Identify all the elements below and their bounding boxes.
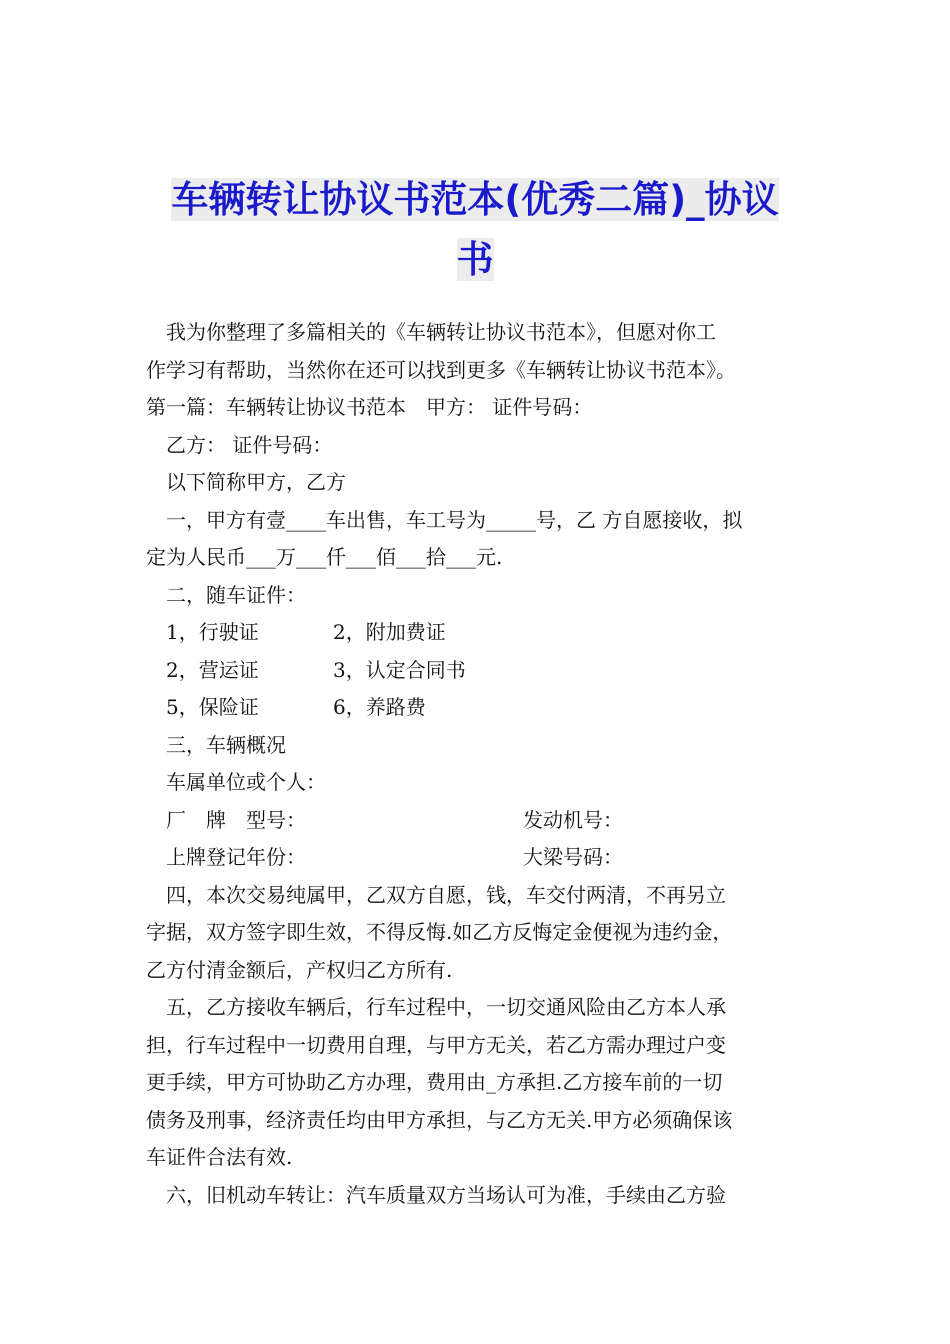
document-title: [140, 170, 810, 290]
clause-2-heading: 二，随车证件：: [166, 582, 306, 607]
document-item: 2，附加费证: [333, 620, 446, 644]
clause-3-heading: 三，车辆概况: [166, 732, 286, 757]
clause-4-line-2: 字据，双方签字即生效，不得反悔.如乙方反悔定金便视为违约金，: [146, 920, 733, 944]
documents-row-1: [146, 614, 806, 652]
title-line-1: 车辆转让协议书范本(优秀二篇)_协议: [171, 178, 779, 221]
short-names-line: 以下简称甲方，乙方: [166, 470, 346, 494]
vehicle-fields-row-2: [146, 839, 806, 877]
clause-5-line-4: 债务及刑事，经济责任均由甲方承担，与乙方无关.甲方必须确保该: [146, 1107, 733, 1132]
clause-5-line-3: 更手续，甲方可协助乙方办理，费用由_方承担.乙方接车前的一切: [146, 1070, 723, 1094]
intro-line-2: 作学习有帮助，当然你在还可以找到更多《车辆转让协议书范本》。: [146, 357, 736, 382]
vehicle-field-label: 上牌登记年份：: [166, 845, 306, 869]
vehicle-field-label: 厂 牌 型号：: [166, 807, 306, 832]
document-item: 6，养路费: [333, 695, 426, 719]
document-item: 3，认定合同书: [333, 657, 466, 682]
document-item: 1，行驶证: [166, 620, 259, 644]
clause-1-line-1: 一，甲方有壹____车出售，车工号为_____号，乙 方自愿接收，拟: [166, 507, 743, 532]
clause-5-line-5: 车证件合法有效.: [146, 1145, 293, 1169]
intro-line-3: 第一篇：车辆转让协议书范本 甲方： 证件号码：: [146, 395, 593, 419]
clause-1-line-2: 定为人民币___万___仟___佰___拾___元.: [146, 545, 503, 569]
clause-5-line-2: 担，行车过程中一切费用自理，与甲方无关，若乙方需办理过户变: [146, 1032, 726, 1057]
document-item: 2，营运证: [166, 657, 259, 682]
intro-line-1: 我为你整理了多篇相关的《车辆转让协议书范本》，但愿对你工: [166, 320, 716, 344]
vehicle-field-label: 大梁号码：: [523, 845, 623, 869]
clause-4-line-1: 四，本次交易纯属甲，乙双方自愿，钱，车交付两清，不再另立: [166, 882, 726, 907]
document-item: 5，保险证: [166, 695, 259, 719]
owner-label: 车属单位或个人：: [166, 770, 326, 794]
vehicle-fields-row-1: [146, 802, 806, 840]
clause-6-line-1: 六，旧机动车转让：汽车质量双方当场认可为准，手续由乙方验: [166, 1182, 726, 1207]
vehicle-field-label: 发动机号：: [523, 807, 623, 832]
party-b-line: 乙方： 证件号码：: [166, 432, 333, 457]
clause-4-line-3: 乙方付清金额后，产权归乙方所有.: [146, 957, 453, 982]
document-body: [146, 314, 806, 1214]
clause-5-line-1: 五，乙方接收车辆后，行车过程中，一切交通风险由乙方本人承: [166, 995, 726, 1019]
title-line-2: 书: [456, 238, 494, 281]
documents-row-3: [146, 689, 806, 727]
documents-row-2: [146, 652, 806, 690]
